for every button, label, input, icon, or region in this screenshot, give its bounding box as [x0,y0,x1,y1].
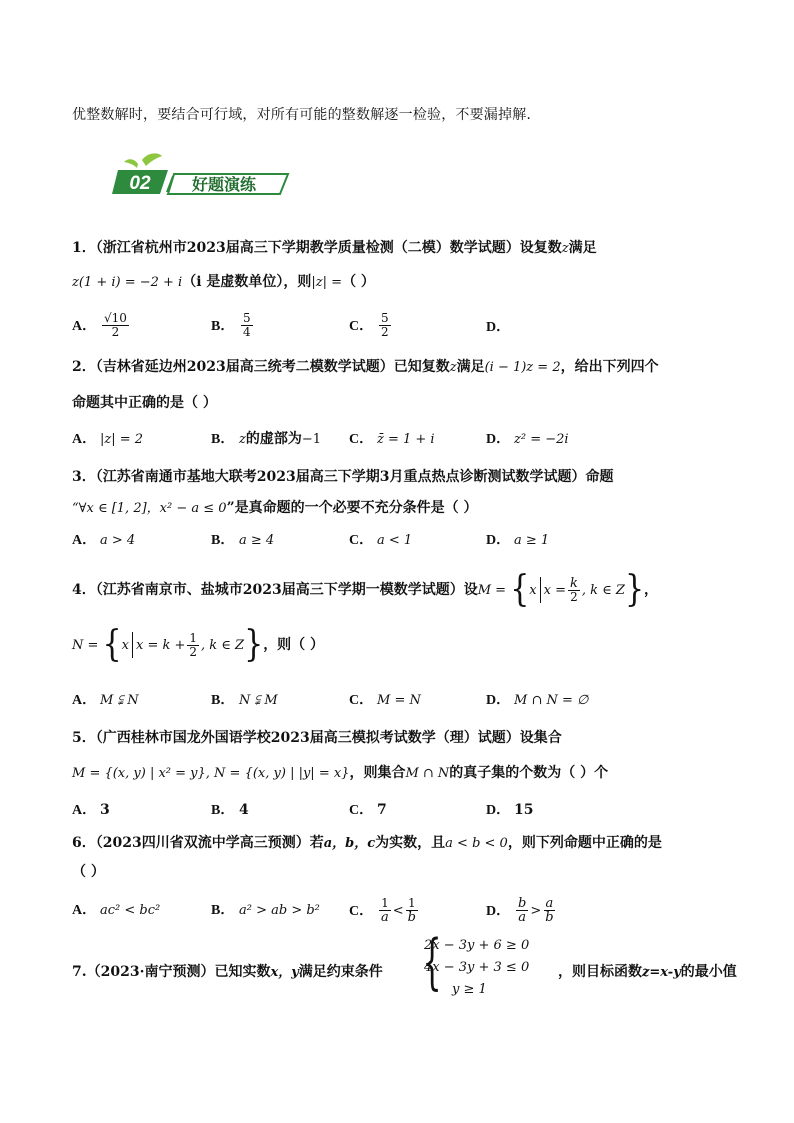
q6-option-a[interactable] [72,900,160,921]
q3-quantifier: “∀x ∈ [1, 2]， [72,501,160,516]
q2-option-a[interactable] [72,429,143,450]
question-5-line-2 [72,763,608,784]
denominator: b [545,910,554,925]
q6-number: 6． [72,835,96,851]
question-6 [72,833,662,854]
q1-var-z: z [561,241,569,256]
numerator: k [569,575,578,591]
q1-number: 1． [72,240,96,256]
option-label: B． [211,318,235,334]
q2-tail: ，给出下列四个 [560,359,659,375]
q5-option-d[interactable] [486,800,533,821]
option-text: M ∩ N = ∅ [514,693,589,708]
option-text: a > 4 [100,533,136,548]
option-label: B． [211,903,235,918]
fraction [241,312,253,339]
option-text: z² = −2i [514,432,569,447]
q7-mid: 满足约束条件 [298,964,383,980]
q4-set-m-cond: x = [543,583,566,598]
q6-option-b[interactable] [211,900,320,921]
question-5 [72,728,562,748]
q6-head: （2023四川省双流中学高三预测）若 [95,835,324,851]
option-label: A． [72,903,97,918]
question-7 [72,962,383,983]
denominator: 2 [189,644,198,659]
question-3 [72,467,613,487]
q5-number: 5． [72,730,96,746]
leaf-icon-small [124,159,138,168]
question-3-line-2 [72,498,478,519]
option-label: D． [486,903,511,919]
set-bar [132,632,133,658]
q5-option-c[interactable] [349,800,387,821]
q4-comma: ， [644,582,659,598]
q3-rest: ”是真命题的一个必要不充分条件是（ ） [226,500,478,516]
q5-rest: 的真子集的个数为（ ）个 [449,765,609,781]
option-text: a² > ab > b² [239,903,320,918]
intro-text: 优整数解时，要结合可行域，对所有可能的整数解逐一检验，不要漏掉解. [72,107,532,123]
q2-option-d[interactable] [486,429,569,450]
q4-set-m-tail: , k ∈ Z [581,583,625,598]
constraint-brace: { [422,927,442,997]
banner-graphic [112,152,292,198]
fraction [187,632,199,659]
denominator: 2 [111,325,120,339]
option-text: 3 [100,802,110,818]
q7-tail: ，则目标函数 [558,964,642,980]
q4-number: 4． [72,582,96,598]
option-text: z̄ = 1 + i [377,432,435,447]
q7-head: （2023·南宁预测）已知实数 [86,964,271,980]
option-label: D． [486,693,511,708]
option-text: |z| = 2 [100,432,144,447]
section-banner [112,152,292,198]
numerator: 5 [243,311,251,325]
fraction [379,897,391,924]
operator: < [392,903,404,919]
q7-end: 的最小值 [680,964,737,980]
option-label: C． [349,693,374,708]
option-text: 4 [239,802,249,818]
option-label: B． [211,533,235,548]
q2-mid: 满足 [456,359,485,375]
q3-head: （江苏省南通市基地大联考2023届高三下学期3月重点热点诊断测试数学试题）命题 [95,469,614,485]
q3-number: 3． [72,469,96,485]
option-label: B． [211,693,235,708]
q1-option-d[interactable] [486,317,514,338]
numerator: b [518,896,527,911]
q3-option-a[interactable] [72,530,135,551]
option-label: A． [72,533,97,548]
q3-inequality: x² − a ≤ 0 [159,501,227,516]
option-text: 15 [514,802,534,818]
option-text: 7 [377,802,387,818]
option-text: M = N [377,693,421,708]
set-bar [540,577,541,603]
option-label: D． [486,432,511,447]
q4-set-m-prefix: M = [477,583,511,598]
fraction [543,897,555,924]
option-label: C． [349,318,374,334]
q4-option-a[interactable] [72,690,139,711]
q5-text: ，则集合 [349,765,406,781]
q5-sets: M = {(x, y) | x² = y}, N = {(x, y) | |y| = x} [72,766,350,781]
denominator: b [407,910,416,925]
q7-objective: z=x-y [642,965,681,980]
q3-option-b[interactable] [211,530,274,551]
q4-set-m-var: x [529,583,537,598]
q1-option-c[interactable] [349,312,393,339]
numerator: 1 [381,896,389,910]
option-text: a < 1 [377,533,413,548]
q2-var-z: z [449,360,457,375]
q4-set-n-tail: , k ∈ Z [201,638,245,653]
question-7-tail [558,962,737,983]
constraint-2: 4x − 3y + 3 ≤ 0 [424,960,530,975]
q7-number: 7. [72,964,87,980]
option-label: D． [486,533,511,548]
q1-option-b[interactable] [211,312,255,339]
q6-vars: a，b，c [323,836,376,851]
question-4 [72,568,659,611]
option-text: M ⫋ N [100,693,139,708]
q1-after: （i 是虚数单位），则 [182,274,312,290]
fraction [568,577,580,604]
left-brace: { [102,623,122,666]
denominator: 2 [570,589,578,604]
option-value: −1 [301,432,322,447]
q6-option-c[interactable] [349,897,420,924]
q4-option-b[interactable] [211,690,278,711]
option-label: A． [72,318,97,334]
q6-tail: ，则下列命题中正确的是 [507,835,662,851]
left-brace: { [510,568,530,611]
q3-option-d[interactable] [486,530,549,551]
denominator: a [518,910,527,925]
q5-head: （广西桂林市国龙外国语学校2023届高三模拟考试数学（理）试题）设集合 [95,730,562,746]
question-2 [72,357,659,378]
numerator: √10 [104,311,127,325]
question-2-line-2: 命题其中正确的是（ ） [72,395,217,411]
denominator: 4 [243,325,251,339]
fraction [102,312,129,339]
option-label: B． [211,432,235,447]
q6-condition: a < b < 0 [445,836,508,851]
section-title: 好题演练 [191,175,257,194]
fraction [379,312,391,339]
q5-intersection: M ∩ N [405,766,450,781]
q6-option-d[interactable] [486,897,558,924]
q4-set-n-var: x [121,638,129,653]
constraint-3: y ≥ 1 [452,982,487,997]
option-label: B． [211,803,235,818]
option-label: C． [349,803,374,818]
q7-vars: x，y [270,965,299,980]
option-label: D． [486,803,511,818]
numerator: 5 [381,311,389,325]
option-text: N ⫋ M [239,693,278,708]
denominator: 2 [381,325,389,339]
q4-set-n-cond: x = k + [135,638,186,653]
denominator: a [381,910,389,925]
numerator: a [545,896,554,911]
q2-option-b[interactable] [211,429,321,450]
q2-option-c[interactable] [349,429,435,450]
option-label: A． [72,803,97,818]
numerator: 1 [408,896,416,910]
q6-mid: 为实数，且 [375,835,446,851]
q5-option-a[interactable] [72,800,110,821]
leaf-icon [142,153,162,166]
question-1 [72,238,597,259]
q2-number: 2． [72,359,96,375]
q1-tail: 满足 [568,240,597,256]
option-label: C． [349,432,374,447]
option-label: A． [72,432,97,447]
constraint-1: 2x − 3y + 6 ≥ 0 [424,938,530,953]
option-label: D． [486,320,511,335]
q1-equation: z(1 + i) = −2 + i [72,275,183,290]
fraction [516,897,528,924]
question-6-line-2: （ ） [72,864,105,880]
operator: > [530,903,542,919]
option-text: a ≥ 4 [239,533,275,548]
q2-head: （吉林省延边州2023届高三统考二模数学试题）已知复数 [95,359,450,375]
q1-option-a[interactable] [72,312,131,339]
q1-paren: （ ） [342,274,375,290]
q1-head: （浙江省杭州市2023届高三下学期教学质量检测（二模）数学试题）设复数 [95,240,562,256]
q4-option-d[interactable] [486,690,588,711]
q4-option-c[interactable] [349,690,421,711]
option-text: 的虚部为 [245,431,302,447]
right-brace: } [244,623,264,666]
option-text: a ≥ 1 [514,533,550,548]
option-text: ac² < bc² [100,903,161,918]
q1-modulus: |z| = [311,275,343,290]
question-1-line-2 [72,272,375,293]
option-var: z [239,432,246,447]
q4-then: ，则（ ） [263,637,325,653]
right-brace: } [624,568,645,611]
q4-set-n-prefix: N = [72,638,103,653]
question-4-line-2 [72,623,325,666]
option-label: C． [349,903,374,919]
q5-option-b[interactable] [211,800,249,821]
q4-head: （江苏省南京市、盐城市2023届高三下学期一模数学试题）设 [95,582,478,598]
q3-option-c[interactable] [349,530,412,551]
fraction [406,897,418,924]
q2-equation: (i − 1)z = 2 [484,360,561,375]
option-label: A． [72,693,97,708]
numerator: 1 [189,630,198,645]
section-number: 02 [129,173,151,194]
option-label: C． [349,533,374,548]
